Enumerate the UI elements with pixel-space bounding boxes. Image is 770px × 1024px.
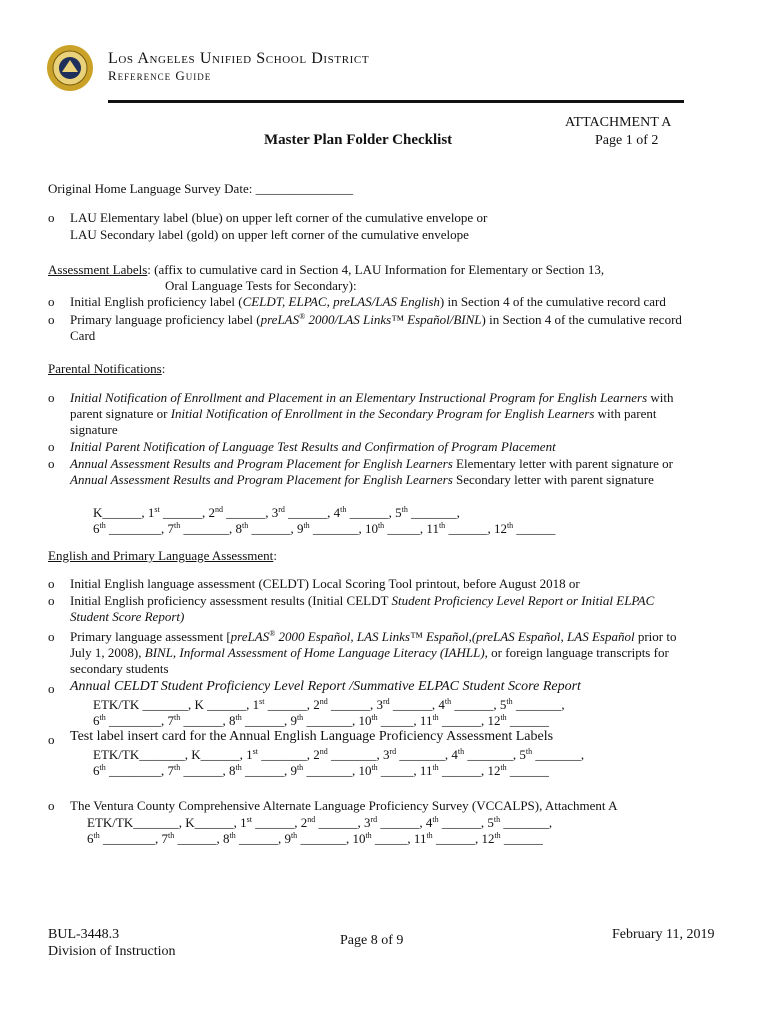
- bulletin-number: BUL-3448.3: [48, 927, 120, 942]
- initial-proficiency-cont: Student Score Report): [70, 609, 185, 624]
- initial-english-label-item: Initial English proficiency label (CELDT, ELPAC, preLAS/LAS English) in Section 4 of the cumulative record card: [70, 294, 666, 309]
- test-label-item: Test label insert card for the Annual English Language Proficiency Assessment Labels: [70, 729, 554, 744]
- celdt-scoring-item: Initial English language assessment (CELDT) Local Scoring Tool printout, before August 2018 or: [70, 576, 580, 591]
- eng-primary-heading: English and Primary Language Assessment: [48, 548, 274, 563]
- assessment-labels-line: [48, 262, 604, 278]
- primary-language-assessment-cont2: secondary students: [70, 661, 169, 676]
- page-number: Page 8 of 9: [340, 933, 404, 948]
- vccalps-grades-1: ETK/TK_______, K______, 1st ______, 2nd ______, 3rd ______, 4th ______, 5th _______,: [87, 815, 553, 830]
- grade-row-1: K______, 1st ______, 2nd ______, 3rd ______, 4th ______, 5th _______,: [93, 505, 460, 520]
- parental-notifications-line: Parental Notifications:: [48, 361, 166, 376]
- primary-language-assessment-item: Primary language assessment [preLAS® 2000 Español, LAS Links™ Español,(preLAS Español, LAS Español prior to: [70, 629, 677, 644]
- annual-celdt-grades-1: ETK/TK _______, K ______, 1st ______, 2nd ______, 3rd ______, 4th ______, 5th _______,: [93, 697, 565, 712]
- assessment-labels-note: : (affix to cumulative card in Section 4, LAU Information for Elementary or Section 13,: [147, 262, 605, 277]
- checkbox-bullet[interactable]: o: [48, 798, 55, 813]
- lau-secondary-text: LAU Secondary label (gold) on upper left corner of the cumulative envelope: [70, 227, 469, 242]
- vccalps-item: The Ventura County Comprehensive Alternate Language Proficiency Survey (VCCALPS), Attachment A: [70, 798, 618, 813]
- survey-date-line: Original Home Language Survey Date: _______________: [48, 181, 354, 196]
- test-results-notification-item: Initial Parent Notification of Language Test Results and Confirmation of Program Placement: [70, 439, 556, 454]
- notification-enrollment-cont2: signature: [70, 422, 118, 437]
- assessment-labels-heading: Assessment Labels: [48, 262, 148, 277]
- page-title: Master Plan Folder Checklist: [264, 132, 453, 148]
- division-name: Division of Instruction: [48, 944, 176, 959]
- annual-assessment-cont: Annual Assessment Results and Program Placement for English Learners Secondary letter with parent signature: [70, 472, 654, 487]
- checkbox-bullet[interactable]: o: [48, 629, 55, 644]
- checkbox-bullet[interactable]: o: [48, 576, 55, 591]
- checkbox-bullet[interactable]: o: [48, 681, 55, 696]
- test-label-grades-1: ETK/TK_______, K______, 1st _______, 2nd _______, 3rd _______, 4th _______, 5th _______,: [93, 747, 585, 762]
- district-seal-logo: [46, 44, 94, 92]
- checkbox-bullet[interactable]: o: [48, 593, 55, 608]
- grade-row-2: 6th ________, 7th _______, 8th ______, 9th _______, 10th _____, 11th ______, 12th ______: [93, 521, 556, 536]
- initial-proficiency-item: Initial English proficiency assessment results (Initial CELDT Student Proficiency Level Report or Initial ELPAC: [70, 593, 655, 608]
- primary-language-label-item: Primary language proficiency label (preLAS® 2000/LAS Links™ Español/BINL) in Section 4 of the cumulative record: [70, 312, 682, 327]
- assessment-labels-note2: Oral Language Tests for Secondary):: [165, 278, 357, 293]
- checkbox-bullet[interactable]: o: [48, 732, 55, 747]
- reference-guide-label: Reference Guide: [108, 68, 212, 83]
- attachment-page: Page 1 of 2: [595, 133, 659, 148]
- eng-primary-line: English and Primary Language Assessment:: [48, 548, 277, 563]
- primary-language-label-cont: Card: [70, 328, 96, 343]
- checkbox-bullet[interactable]: o: [48, 210, 55, 225]
- annual-celdt-grades-2: 6th ________, 7th ______, 8th ______, 9th _______, 10th _____, 11th ______, 12th ______: [93, 713, 549, 728]
- header-divider: [108, 100, 684, 103]
- checkbox-bullet[interactable]: o: [48, 312, 55, 327]
- checkbox-bullet[interactable]: o: [48, 456, 55, 471]
- checkbox-bullet[interactable]: o: [48, 294, 55, 309]
- vccalps-grades-2: 6th ________, 7th ______, 8th ______, 9th _______, 10th _____, 11th ______, 12th ______: [87, 831, 543, 846]
- attachment-label: ATTACHMENT A: [565, 115, 672, 130]
- annual-celdt-item: Annual CELDT Student Proficiency Level Report /Summative ELPAC Student Score Report: [70, 679, 581, 694]
- primary-language-assessment-cont: July 1, 2008), BINL, Informal Assessment of Home Language Literacy (IAHLL), or foreign language transcripts for: [70, 645, 669, 660]
- parental-notifications-heading: Parental Notifications: [48, 361, 162, 376]
- notification-enrollment-cont: parent signature or Initial Notification of Enrollment in the Secondary Program for English Learners with parent: [70, 406, 657, 421]
- test-label-grades-2: 6th ________, 7th ______, 8th ______, 9th _______, 10th _____, 11th ______, 12th ______: [93, 763, 549, 778]
- district-name: Los Angeles Unified School District: [108, 50, 370, 67]
- annual-assessment-item: Annual Assessment Results and Program Placement for English Learners Elementary letter with parent signature or: [70, 456, 673, 471]
- notification-enrollment-item: Initial Notification of Enrollment and Placement in an Elementary Instructional Program for English Learners with: [70, 390, 674, 405]
- bulletin-date: February 11, 2019: [612, 927, 715, 942]
- checkbox-bullet[interactable]: o: [48, 439, 55, 454]
- checkbox-bullet[interactable]: o: [48, 390, 55, 405]
- lau-elementary-text: LAU Elementary label (blue) on upper left corner of the cumulative envelope or: [70, 210, 488, 225]
